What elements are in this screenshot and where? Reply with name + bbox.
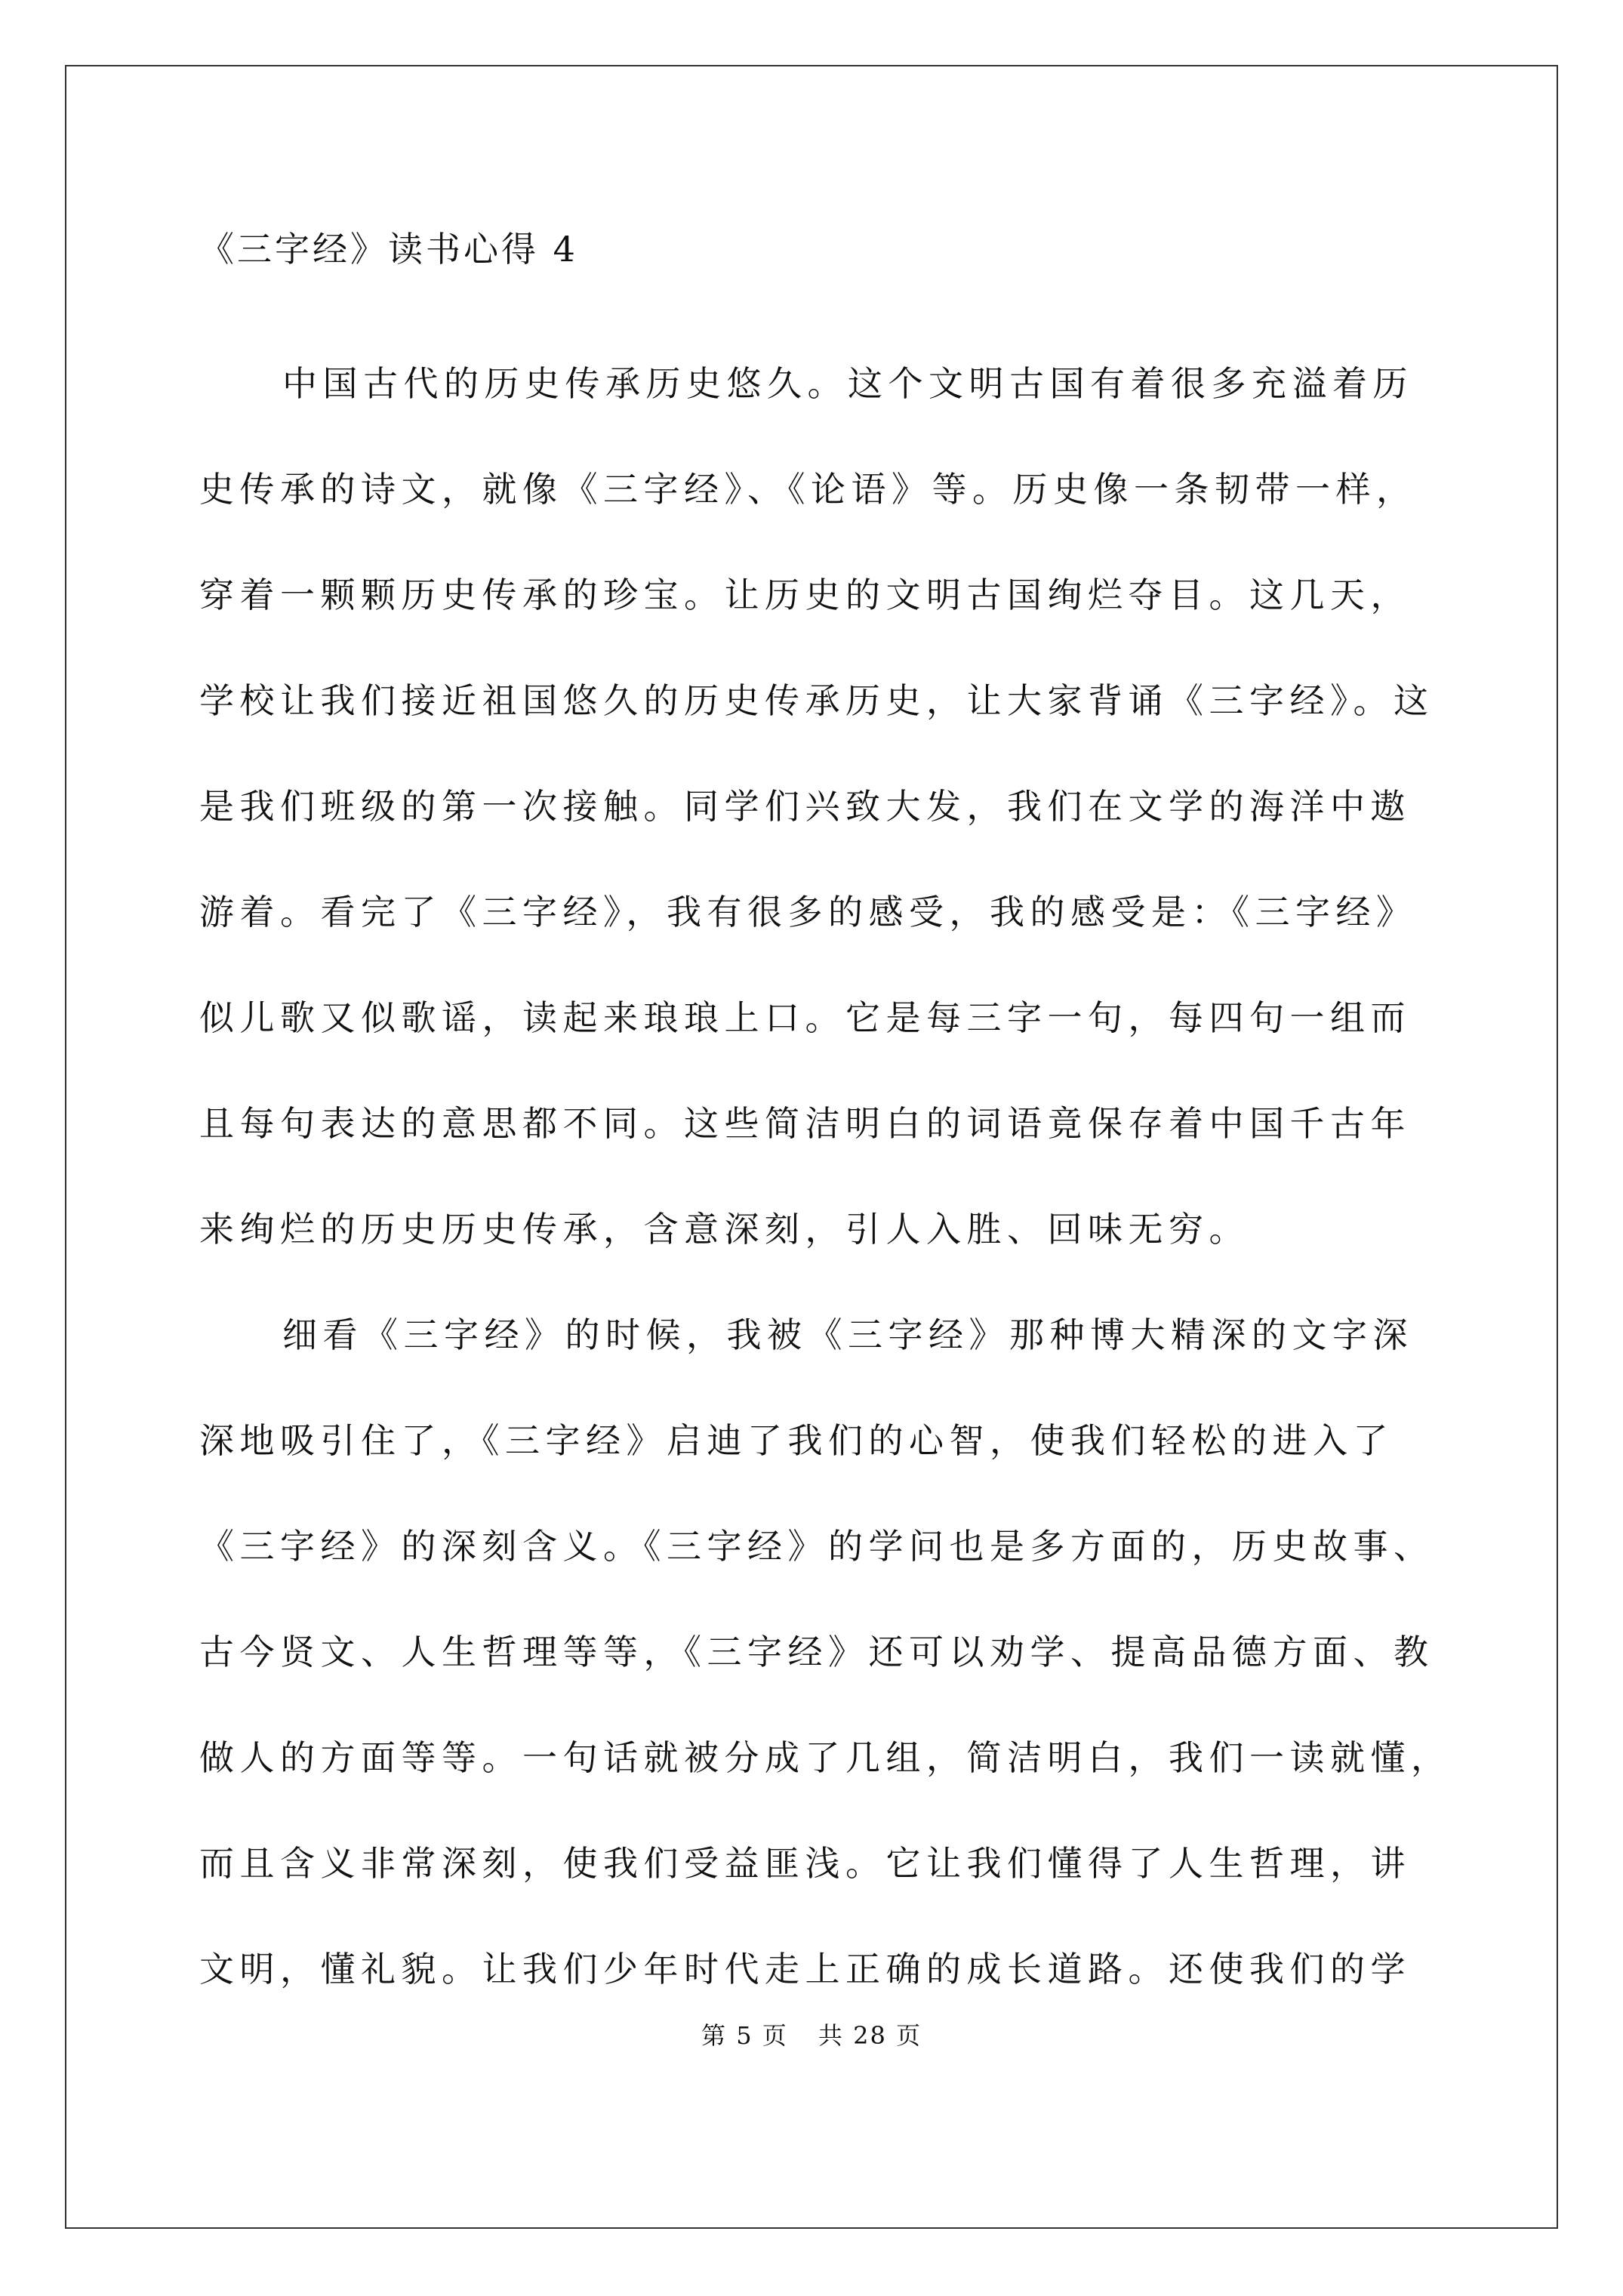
text-line: 而且含义非常深刻，使我们受益匪浅。它让我们懂得了人生哲理，讲 bbox=[199, 1843, 1411, 1884]
text-line: 且每句表达的意思都不同。这些简洁明白的词语竟保存着中国千古年 bbox=[199, 1103, 1411, 1144]
document-title: 《三字经》读书心得 4 bbox=[199, 229, 578, 270]
text-line: 学校让我们接近祖国悠久的历史传承历史，让大家背诵《三字经》。这 bbox=[199, 680, 1434, 721]
text-line: 古今贤文、人生哲理等等，《三字经》还可以劝学、提高品德方面、教 bbox=[199, 1632, 1434, 1672]
paragraph-2 bbox=[199, 1282, 1452, 2022]
text-line: 是我们班级的第一次接触。同学们兴致大发，我们在文学的海洋中遨 bbox=[199, 786, 1411, 827]
text-line: 来绚烂的历史历史传承，含意深刻，引人入胜、回味无穷。 bbox=[199, 1209, 1249, 1250]
page-number-total: 共 28 页 bbox=[818, 2021, 922, 2050]
text-line: 穿着一颗颗历史传承的珍宝。让历史的文明古国绚烂夺目。这几天， bbox=[199, 575, 1411, 615]
text-line: 细看《三字经》的时候，我被《三字经》那种博大精深的文字深 bbox=[282, 1314, 1413, 1355]
text-line: 深地吸引住了，《三字经》启迪了我们的心智，使我们轻松的进入了 bbox=[199, 1420, 1394, 1461]
page-number-current: 第 5 页 bbox=[701, 2021, 788, 2050]
page-footer bbox=[0, 2020, 1623, 2051]
text-line: 《三字经》的深刻含义。《三字经》的学问也是多方面的，历史故事、 bbox=[199, 1526, 1434, 1567]
text-line: 中国古代的历史传承历史悠久。这个文明古国有着很多充溢着历 bbox=[282, 363, 1413, 404]
text-line: 游着。看完了《三字经》，我有很多的感受，我的感受是：《三字经》 bbox=[199, 892, 1417, 932]
text-line: 做人的方面等等。一句话就被分成了几组，简洁明白，我们一读就懂， bbox=[199, 1737, 1452, 1778]
paragraph-1 bbox=[199, 331, 1437, 1282]
document-body bbox=[199, 227, 1452, 2022]
text-line: 史传承的诗文，就像《三字经》、《论语》等。历史像一条韧带一样， bbox=[199, 469, 1417, 510]
text-line: 文明，懂礼貌。让我们少年时代走上正确的成长道路。还使我们的学 bbox=[199, 1949, 1411, 1989]
text-line: 似儿歌又似歌谣，读起来琅琅上口。它是每三字一句，每四句一组而 bbox=[199, 997, 1411, 1038]
